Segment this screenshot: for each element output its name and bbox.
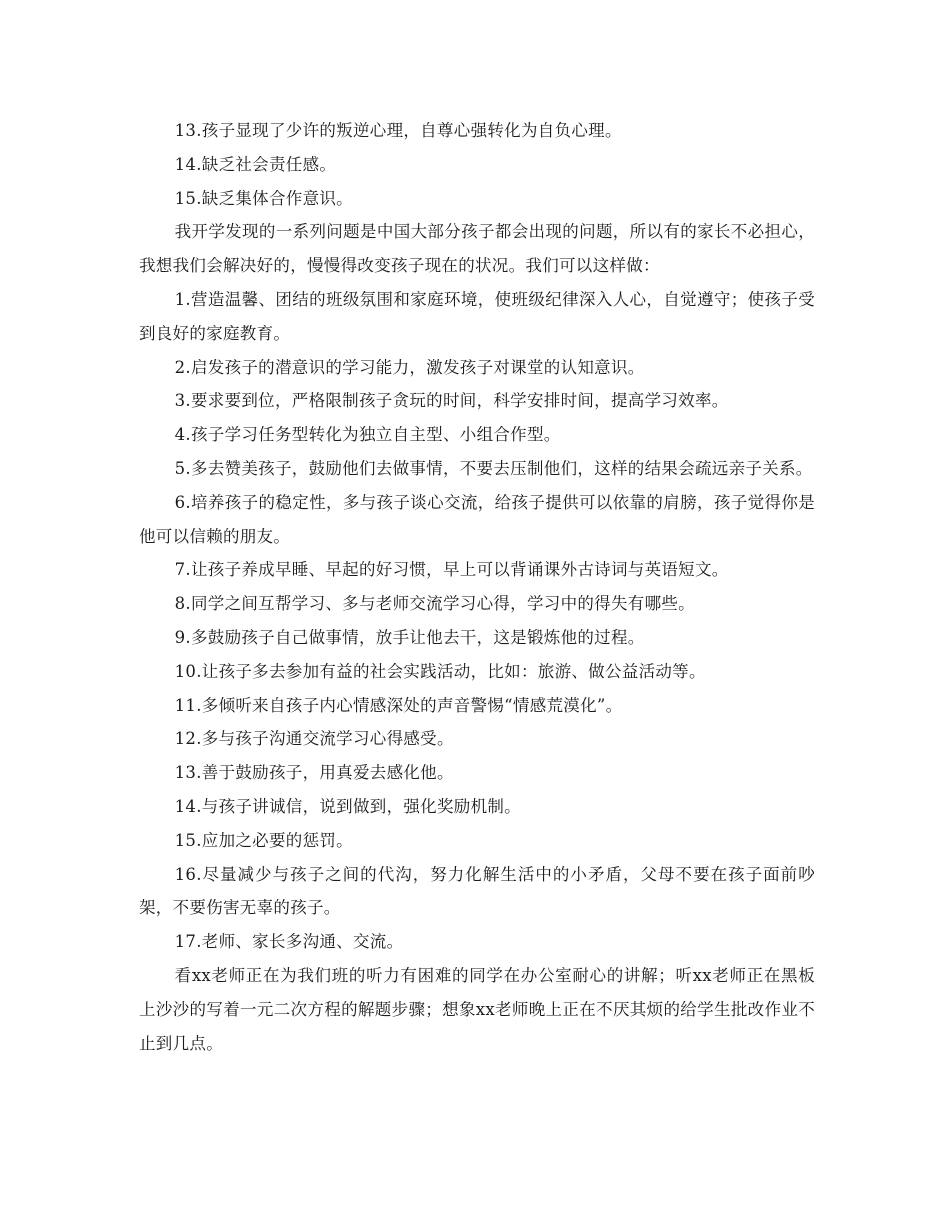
paragraph: 14.缺乏社会责任感。 — [174, 154, 337, 174]
paragraph: 13.善于鼓励孩子，用真爱去感化他。 — [174, 763, 454, 783]
paragraph: 9.多鼓励孩子自己做事情，放手让他去干，这是锻炼他的过程。 — [174, 627, 645, 647]
paragraph: 17.老师、家长多沟通、交流。 — [174, 932, 404, 952]
paragraph: 11.多倾听来自孩子内心情感深处的声音警惕“情感荒漠化”。 — [174, 695, 623, 715]
paragraph: 看xx老师正在为我们班的听力有困难的同学在办公室耐心的讲解；听xx老师正在黑板上沙沙的写着一元二次方程的解题步骤；想象xx老师晚上正在不厌其烦的给学生批改作业不止到几点。 — [139, 965, 815, 1053]
paragraph: 1.营造温馨、团结的班级氛围和家庭环境，使班级纪律深入人心，自觉遵守；使孩子受到良好的家庭教育。 — [139, 289, 815, 343]
paragraph: 3.要求要到位，严格限制孩子贪玩的时间，科学安排时间，提高学习效率。 — [174, 391, 729, 411]
paragraph: 5.多去赞美孩子，鼓励他们去做事情，不要去压制他们，这样的结果会疏远亲子关系。 — [174, 458, 813, 478]
document-body — [139, 114, 815, 1060]
paragraph: 15.应加之必要的惩罚。 — [174, 830, 353, 850]
paragraph: 7.让孩子养成早睡、早起的好习惯，早上可以背诵课外古诗词与英语短文。 — [174, 560, 729, 580]
paragraph: 10.让孩子多去参加有益的社会实践活动，比如：旅游、做公益活动等。 — [174, 661, 706, 681]
paragraph: 16.尽量减少与孩子之间的代沟，努力化解生活中的小矛盾，父母不要在孩子面前吵架，不要伤害无辜的孩子。 — [139, 864, 815, 918]
paragraph: 12.多与孩子沟通交流学习心得感受。 — [174, 729, 454, 749]
paragraph: 2.启发孩子的潜意识的学习能力，激发孩子对课堂的认知意识。 — [174, 357, 645, 377]
paragraph: 6.培养孩子的稳定性，多与孩子谈心交流，给孩子提供可以依靠的肩膀，孩子觉得你是他可以信赖的朋友。 — [139, 492, 815, 546]
paragraph: 8.同学之间互帮学习、多与老师交流学习心得，学习中的得失有哪些。 — [174, 594, 695, 614]
paragraph: 我开学发现的一系列问题是中国大部分孩子都会出现的问题，所以有的家长不必担心，我想我们会解决好的，慢慢得改变孩子现在的状况。我们可以这样做： — [139, 222, 815, 276]
paragraph: 4.孩子学习任务型转化为独立自主型、小组合作型。 — [174, 425, 561, 445]
paragraph: 14.与孩子讲诚信，说到做到，强化奖励机制。 — [174, 796, 521, 816]
paragraph: 15.缺乏集体合作意识。 — [174, 188, 353, 208]
paragraph: 13.孩子显现了少许的叛逆心理，自尊心强转化为自负心理。 — [174, 121, 622, 140]
